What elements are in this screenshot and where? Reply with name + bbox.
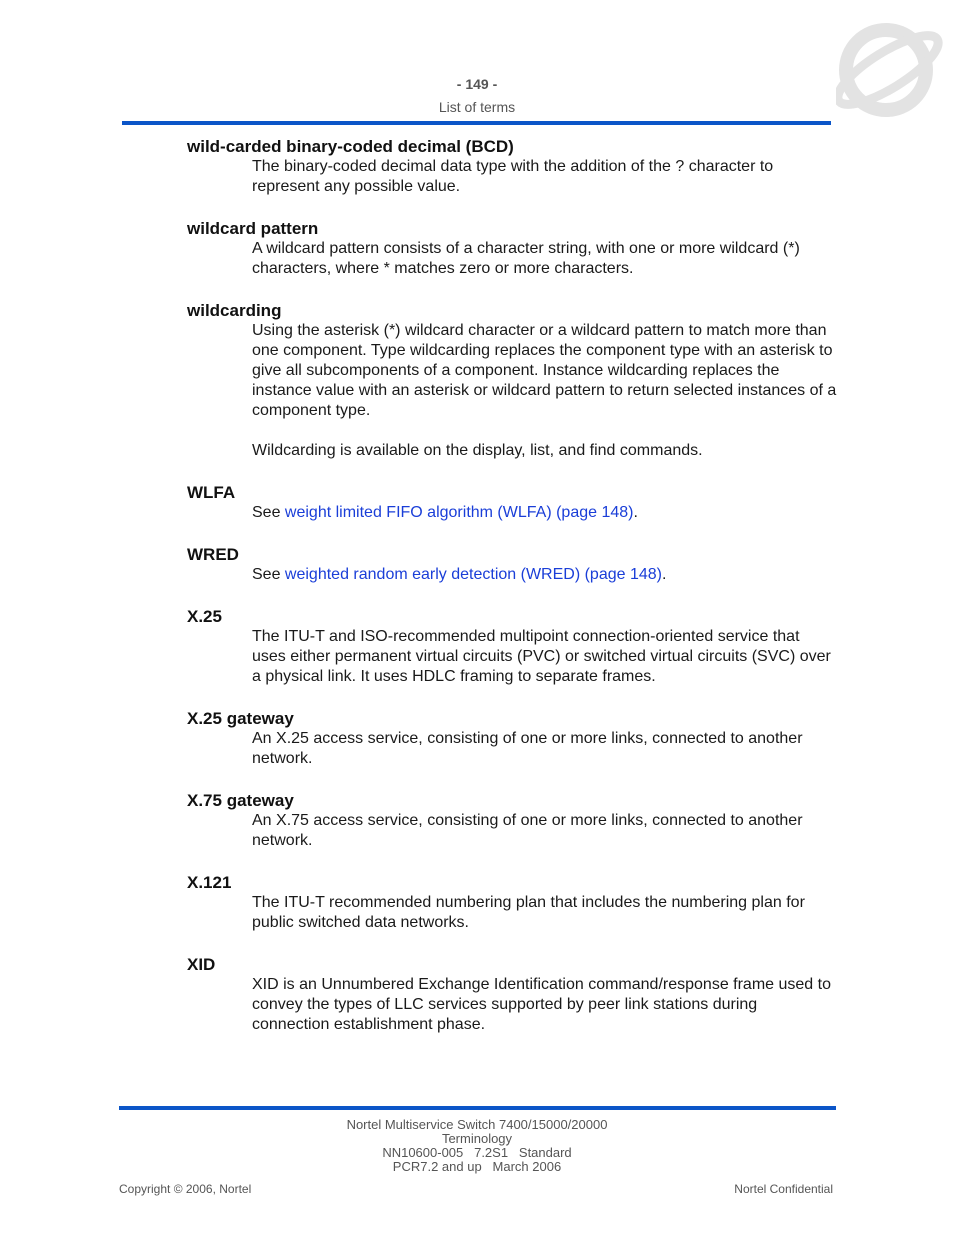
definition-paragraph: An X.25 access service, consisting of one or more links, connected to another network.	[252, 730, 803, 767]
term-definition	[252, 627, 837, 687]
see-suffix: .	[633, 504, 638, 521]
term-definition	[252, 503, 837, 523]
term-definition	[252, 565, 837, 585]
copyright-notice: Copyright © 2006, Nortel	[119, 1182, 252, 1196]
footer-rule	[119, 1106, 836, 1110]
see-prefix: See	[252, 566, 285, 583]
footer-document-number: NN10600-005 7.2S1 Standard	[382, 1145, 572, 1160]
definition-paragraph: An X.75 access service, consisting of one or more links, connected to another network.	[252, 812, 803, 849]
see-prefix: See	[252, 504, 285, 521]
term-definition	[252, 157, 837, 197]
glossary-entry	[187, 708, 837, 769]
footer-info	[0, 1118, 954, 1174]
cross-reference-link[interactable]: weighted random early detection (WRED) (page 148)	[284, 566, 662, 583]
glossary-entry	[187, 790, 837, 851]
section-title: List of terms	[438, 99, 516, 115]
header-rule	[122, 121, 831, 125]
term-heading: X.25	[187, 607, 222, 626]
term-heading: WRED	[187, 545, 239, 564]
glossary-entry	[187, 218, 837, 279]
definition-paragraph: XID is an Unnumbered Exchange Identification command/response frame used to convey the types of LLC services supported by peer link stations during connection establishment phase.	[252, 976, 831, 1033]
term-heading: wild-carded binary-coded decimal (BCD)	[187, 137, 514, 156]
term-definition	[252, 239, 837, 279]
glossary-list	[187, 136, 837, 1056]
definition-paragraph: The ITU-T and ISO-recommended multipoint connection-oriented service that uses either permanent virtual circuits (PVC) or switched virtual circuits (SVC) over a physical link. It uses HDLC framing to separate frames.	[252, 628, 831, 685]
glossary-entry	[187, 544, 837, 585]
term-heading: X.121	[187, 873, 232, 892]
see-suffix: .	[662, 566, 667, 583]
term-definition	[252, 729, 837, 769]
term-heading: wildcarding	[187, 301, 282, 320]
footer-product: Nortel Multiservice Switch 7400/15000/20000	[346, 1117, 608, 1132]
glossary-entry	[187, 482, 837, 523]
see-reference	[252, 565, 837, 585]
definition-paragraph: A wildcard pattern consists of a character string, with one or more wildcard (*) characters, where * matches zero or more characters.	[252, 240, 800, 277]
term-definition	[252, 975, 837, 1035]
term-definition	[252, 893, 837, 933]
term-heading: X.75 gateway	[187, 791, 294, 810]
term-definition	[252, 321, 837, 461]
term-heading: X.25 gateway	[187, 709, 294, 728]
glossary-entry	[187, 954, 837, 1035]
definition-paragraph: The ITU-T recommended numbering plan that includes the numbering plan for public switched data networks.	[252, 894, 805, 931]
term-heading: XID	[187, 955, 216, 974]
term-definition	[252, 811, 837, 851]
page-number: - 149 -	[456, 76, 498, 92]
definition-paragraph: The binary-coded decimal data type with the addition of the ? character to represent any possible value.	[252, 158, 774, 195]
glossary-entry	[187, 300, 837, 461]
term-heading: wildcard pattern	[187, 219, 319, 238]
footer-document-title: Terminology	[441, 1131, 513, 1146]
footer-release: PCR7.2 and up March 2006	[392, 1159, 562, 1174]
definition-paragraph: Using the asterisk (*) wildcard character or a wildcard pattern to match more than one component. Type wildcarding replaces the component type with an asterisk to give all subcomponents of a component. Instance wildcarding replaces the instance value with an asterisk or wildcard pattern to return selected instances of a component type.	[252, 322, 837, 419]
cross-reference-link[interactable]: weight limited FIFO algorithm (WLFA) (page 148)	[284, 504, 634, 521]
confidential-notice: Nortel Confidential	[734, 1182, 833, 1196]
see-reference	[252, 503, 837, 523]
glossary-entry	[187, 136, 837, 197]
glossary-entry	[187, 606, 837, 687]
term-heading: WLFA	[187, 483, 236, 502]
definition-paragraph: Wildcarding is available on the display, list, and find commands.	[252, 442, 703, 459]
glossary-entry	[187, 872, 837, 933]
